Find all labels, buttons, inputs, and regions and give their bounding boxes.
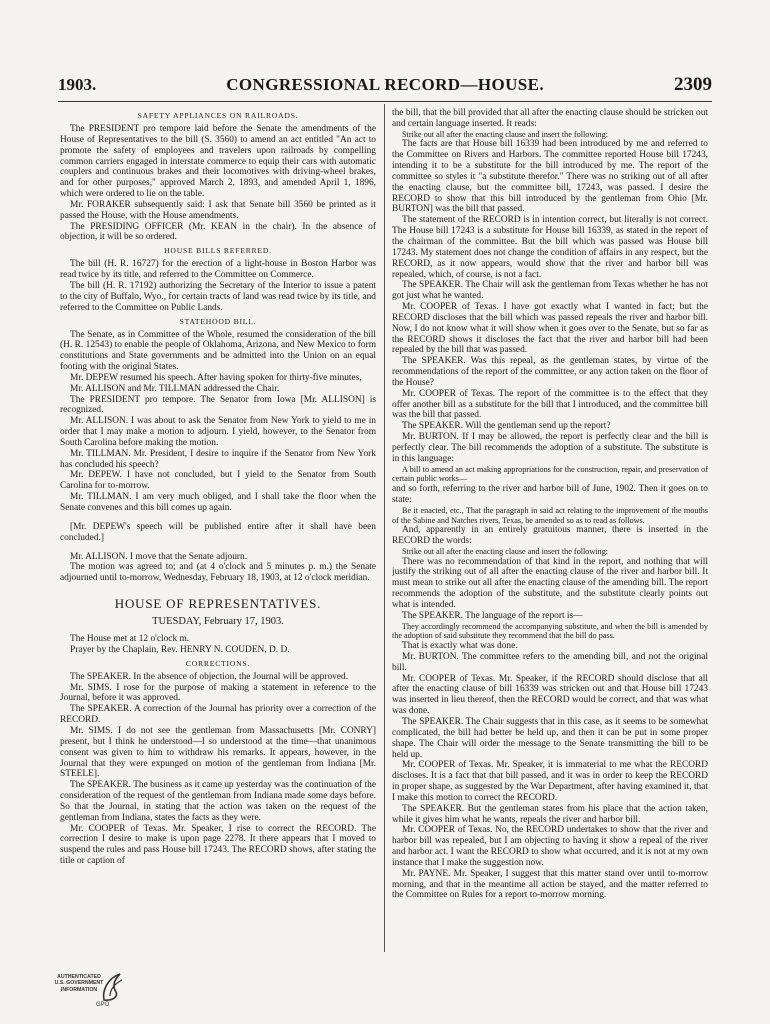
paragraph: There was no recommendation of that kind in the report, and nothing that will justify the striking out of all after the enacting clause of the river and harbor bill. It must mean to strike out all after the enacting clause of the amending bill. The report recommends the adoption of the substitute, and the substitute clearly points out what is intended.: [392, 556, 708, 610]
paragraph: The SPEAKER. Will the gentleman send up the report?: [402, 421, 611, 432]
session-date: TUESDAY, February 17, 1903.: [152, 616, 284, 628]
paragraph: Mr. BURTON. If I may be allowed, the report is perfectly clear and the bill is perfectly clear. The bill recommends the adoption of a substitute. The substitute is in this language:: [392, 432, 708, 464]
quoted-text: They accordingly recommend the accompanying substitute, and when the bill is amended by the adoption of said substitute they recommend that the bill do pass.: [392, 621, 708, 641]
paragraph: Mr. TILLMAN. Mr. President, I desire to inquire if the Senator from New York has concluded his speech?: [60, 448, 376, 470]
running-head: [58, 74, 712, 98]
page-number: 2309: [674, 74, 712, 95]
paragraph: Mr. COOPER of Texas. I have got exactly what I wanted in fact; but the RECORD discloses that the bill which was passed repeals the river and harbor bill. Now, I do not know what it will show when it goes over to the Senate, but so far as the RECORD shows it discloses the fact that the river and harbor bill had been repealed by the bill that was passed.: [392, 302, 708, 356]
quoted-text: Strike out all after the enacting clause and insert the following:: [402, 546, 608, 556]
paragraph: Mr. PAYNE. Mr. Speaker, I suggest that this matter stand over until to-morrow morning, and that in the meantime all action be stayed, and the matter referred to the Committee on Rules for a report to-morrow morning.: [392, 868, 708, 901]
paragraph: The SPEAKER. Was this repeal, as the gentleman states, by virtue of the recommendations of the report of the committee, or any action taken on the floor of the House?: [392, 356, 708, 388]
gpo-label: GPO: [96, 1002, 110, 1008]
paragraph: The PRESIDENT pro tempore. The Senator from Iowa [Mr. ALLISON] is recognized.: [60, 394, 376, 416]
paragraph: Mr. COOPER of Texas. Mr. Speaker, if the RECORD should disclose that all after the enacting clause of bill 16339 was stricken out and that House bill 17243 was inserted in lieu thereof, then the RECORD would be correct, and that was what was done.: [392, 673, 708, 717]
paragraph: The statement of the RECORD is in intention correct, but literally is not correct. The House bill 17243 is a substitute for House bill 16339, as stated in the report of the chairman of the committee. But the bill which was passed was House bill 17243. My statement does not change the condition of affairs in any respect, but the RECORD, as it now appears, would show that the river and harbor bill was repealed, which, of course, is not a fact.: [392, 215, 708, 280]
paragraph: The PRESIDING OFFICER (Mr. KEAN in the chair). In the absence of objection, it will be so ordered.: [60, 221, 376, 243]
paragraph: The SPEAKER. In the absence of objection, the Journal will be approved.: [70, 671, 349, 682]
publication-title: CONGRESSIONAL RECORD—HOUSE.: [226, 75, 545, 94]
paragraph: The bill (H. R. 17192) authorizing the Secretary of the Interior to issue a patent to the city of Buffalo, Wyo., for certain tracts of land was read twice by its title, and referred to the Committee on Public Lands.: [60, 280, 376, 313]
paragraph: The SPEAKER. The language of the report is—: [402, 610, 583, 621]
paragraph: The SPEAKER. The Chair will ask the gentleman from Texas whether he has not got just what he wanted.: [392, 280, 708, 302]
paragraph: Mr. ALLISON. I move that the Senate adjourn.: [70, 551, 248, 562]
paragraph: The Senate, as in Committee of the Whole, resumed the consideration of the bill (H. R. 12543) to enable the people of Oklahoma, Arizona, and New Mexico to form constitutions and State governments and be admitted into the Union on an equal footing with the original States.: [60, 329, 376, 373]
section-heading: SAFETY APPLIANCES ON RAILROADS.: [137, 111, 299, 120]
paragraph: Mr. FORAKER subsequently said: I ask that Senate bill 3560 be printed as it passed the House, with the House amendments.: [60, 199, 376, 221]
gpo-authentication-seal: [40, 968, 140, 1018]
paragraph: The SPEAKER. A correction of the Journal has priority over a correction of the RECORD.: [60, 704, 376, 726]
quoted-text: Be it enacted, etc., That the paragraph in said act relating to the improvement of the mouths of the Sabine and Natches rivers, Texas, be amended so as to read as follows.: [392, 505, 708, 525]
quoted-text: Strike out all after the enacting clause and insert the following:: [402, 129, 608, 139]
paragraph: That is exactly what was done.: [402, 641, 518, 652]
paragraph: The facts are that House bill 16339 had been introduced by me and referred to the Committee on Rivers and Harbors. The committee reported House bill 17243, intending it to be a substitute for the bill introduced by me. The report of the committee so styles it "a substitute therefor." There was no striking out of all after the enacting clause, but the committee bill, 17243, was passed. I desire the RECORD to show that this bill introduced by the gentleman from Ohio [Mr. BURTON] was the bill that passed.: [392, 139, 708, 215]
year: 1903.: [58, 75, 97, 94]
paragraph: Mr. TILLMAN. I am very much obliged, and I shall take the floor when the Senate convenes and this bill comes up again.: [60, 492, 376, 513]
paragraph: The House met at 12 o'clock m.: [70, 634, 190, 645]
paragraph: and so forth, referring to the river and harbor bill of June, 1902. Then it goes on to state:: [392, 484, 708, 505]
chamber-heading: HOUSE OF REPRESENTATIVES.: [114, 596, 322, 612]
spacer: [60, 514, 376, 522]
paragraph: Mr. DEPEW. I have not concluded, but I yield to the Senator from South Carolina for to-morrow.: [60, 470, 376, 492]
right-column: [392, 108, 708, 953]
paragraph: The SPEAKER. The Chair suggests that in this case, as it seems to be somewhat complicated, the bill had better be held up, and then it can be put in some proper shape. The Chair will order the message to the Senate transmitting the bill to be held up.: [392, 716, 708, 760]
section-heading: STATEHOOD BILL.: [179, 316, 257, 326]
quoted-text: A bill to amend an act making appropriations for the construction, repair, and preservation of certain public works—: [392, 464, 708, 484]
paragraph: Mr. ALLISON and Mr. TILLMAN addressed the Chair.: [70, 383, 280, 394]
paragraph: Mr. DEPEW resumed his speech. After having spoken for thirty-five minutes,: [70, 372, 362, 383]
seal-line: U.S. GOVERNMENT: [54, 980, 104, 987]
paragraph: Mr. COOPER of Texas. The report of the committee is to the effect that they offer another bill as a substitute for the bill that I introduced, and the committee bill was the bill that passed.: [392, 388, 708, 421]
section-heading: CORRECTIONS.: [185, 658, 251, 668]
paragraph: The bill (H. R. 16727) for the erection of a light-house in Boston Harbor was read twice by its title, and referred to the Committee on Commerce.: [60, 259, 376, 281]
paragraph: the bill, that the bill provided that all after the enacting clause should be stricken out and certain language inserted. It reads:: [392, 108, 708, 129]
column-divider: [384, 104, 385, 952]
paragraph: Prayer by the Chaplain, Rev. HENRY N. COUDEN, D. D.: [70, 644, 290, 655]
paragraph: The PRESIDENT pro tempore laid before the Senate the amendments of the House of Representatives to the bill (S. 3560) to amend an act entitled "An act to promote the safety of employees and travelers upon railroads by compelling common carriers engaged in interstate commerce to equip their cars with automatic couplers and continuous brakes and their locomotives with driving-wheel brakes, and for other purposes," approved March 2, 1893, and amended April 1, 1896, which were ordered to lie on the table.: [60, 124, 376, 200]
paragraph: Mr. ALLISON. I was about to ask the Senator from New York to yield to me in order that I may make a motion to adjourn. I yield, however, to the Senator from South Carolina before making the motion.: [60, 416, 376, 448]
paragraph: Mr. COOPER of Texas. No, the RECORD undertakes to show that the river and harbor bill was repealed, but I am objecting to having it show a repeal of the river and harbor act. I want the RECORD to show what occurred, and it is not at my own instance that I make the suggestion now.: [392, 825, 708, 868]
paragraph: [Mr. DEPEW's speech will be published entire after it shall have been concluded.]: [60, 521, 376, 543]
spacer: [60, 544, 376, 552]
seal-line: AUTHENTICATED: [57, 974, 101, 980]
paragraph: And, apparently in an entirely gratuitous manner, there is inserted in the RECORD the words:: [392, 525, 708, 547]
section-heading: HOUSE BILLS REFERRED.: [164, 246, 272, 256]
paragraph: Mr. SIMS. I rose for the purpose of making a statement in reference to the Journal, before it was approved.: [60, 682, 376, 704]
paragraph: Mr. COOPER of Texas. Mr. Speaker, I rise to correct the RECORD. The correction I desire to make is upon page 2278. It there appears that I moved to suspend the rules and pass House bill 17243. The RECORD shows, after stating the title or caption of: [60, 823, 376, 867]
paragraph: Mr. COOPER of Texas. Mr. Speaker, it is immaterial to me what the RECORD discloses. It is a fact that that bill passed, and it was in order to keep the RECORD in proper shape, as suggested by the War Department, after having examined it, that I make this motion to correct the RECORD.: [392, 760, 708, 803]
seal-line: INFORMATION: [60, 986, 98, 993]
paragraph: Mr. BURTON. The committee refers to the amending bill, and not the original bill.: [392, 651, 708, 673]
header-rule: [58, 101, 712, 102]
eagle-icon: [98, 970, 128, 1004]
left-column: [60, 108, 376, 953]
paragraph: The SPEAKER. But the gentleman states from his place that the action taken, while it gives him what he wants, repeals the river and harbor bill.: [392, 803, 708, 825]
paragraph: The motion was agreed to; and (at 4 o'clock and 5 minutes p. m.) the Senate adjourned until to-morrow, Wednesday, February 18, 1903, at 12 o'clock meridian.: [60, 562, 376, 584]
paragraph: Mr. SIMS. I do not see the gentleman from Massachusetts [Mr. CONRY] present, but I think he understood—I so understood at the time—that unanimous consent was given to him to withdraw his remarks. It appears, however, in the Journal that they were expunged on motion of the gentleman from Indiana [Mr. STEELE].: [60, 725, 376, 780]
paragraph: The SPEAKER. The business as it came up yesterday was the continuation of the consideration of the request of the gentleman from Indiana made some days before. So that the Journal, in stating that the action was taken on the request of the gentleman from Indiana, states the facts as they were.: [60, 780, 376, 823]
